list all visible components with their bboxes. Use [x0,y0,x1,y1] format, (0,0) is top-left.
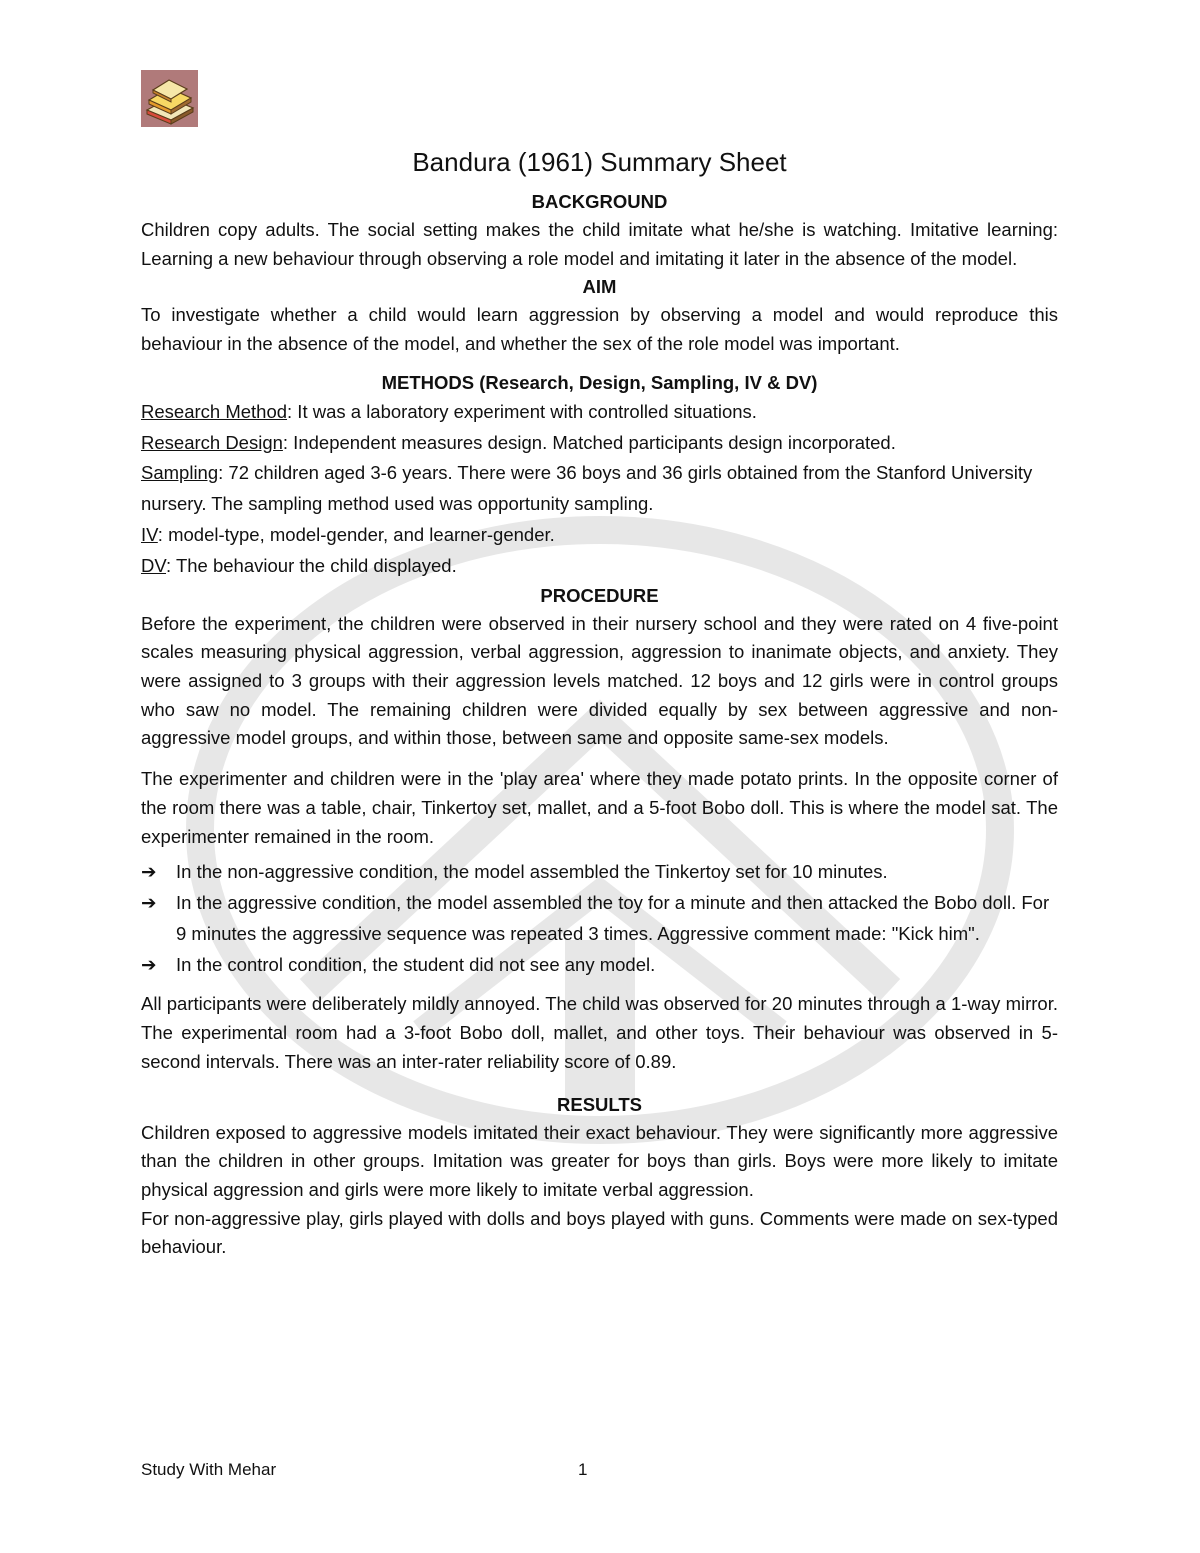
method-text: : The behaviour the child displayed. [166,554,457,576]
arrow-right-icon: ➔ [141,892,157,914]
method-label: Sampling [141,462,219,484]
results-para-1: Children exposed to aggressive models imitated their exact behaviour. They were significantly more aggressive than the children in other groups. Imitation was greater for boys than girls. Boys were more likely to imitate physical aggression and girls were more likely to imitate verbal aggression. [141,1121,1058,1200]
book-stack-icon [141,70,198,127]
method-research-method [141,397,1058,428]
bullet-text: In the aggressive condition, the model assembled the toy for a minute and then attacked the Bobo doll. For 9 minutes the aggressive sequence was repeated 3 times. Aggressive comment made: "Kick him". [176,892,1050,944]
procedure-heading: PROCEDURE [540,584,659,606]
methods-heading: METHODS (Research, Design, Sampling, IV & DV) [381,371,818,393]
method-iv [141,520,1058,551]
method-text: : It was a laboratory experiment with controlled situations. [287,400,757,422]
background-heading: BACKGROUND [531,191,668,212]
method-text: : model-type, model-gender, and learner-gender. [157,524,555,545]
aim-text: To investigate whether a child would learn aggression by observing a model and would reproduce this behaviour in the absence of the model, and whether the sex of the role model was important. [141,304,1058,355]
method-dv [141,551,1058,582]
results-para-2: For non-aggressive play, girls played with dolls and boys played with guns. Comments were made on sex-typed behaviour. [141,1207,1058,1258]
bullet-text: In the control condition, the student did not see any model. [176,953,656,975]
list-item [141,857,1058,888]
procedure-bullets [141,857,1058,980]
method-text: : 72 children aged 3-6 years. There were 36 boys and 36 girls obtained from the Stanford University nursery. The sampling method used was opportunity sampling. [141,462,1033,515]
footer-label: Study With Mehar [141,1460,277,1479]
procedure-para-2: The experimenter and children were in the 'play area' where they made potato prints. In the opposite corner of the room there was a table, chair, Tinkertoy set, mallet, and a 5-foot Bobo doll. This is where the model sat. The experimenter remained in the room. [141,768,1058,847]
method-label: Research Method [141,400,288,422]
page-title: Bandura (1961) Summary Sheet [412,147,787,177]
list-item [141,950,1058,981]
aim-heading: AIM [582,276,617,298]
method-research-design [141,428,1058,459]
method-label: IV [141,524,158,545]
results-heading: RESULTS [557,1093,642,1115]
method-sampling [141,458,1058,520]
procedure-para-3: All participants were deliberately mildly annoyed. The child was observed for 20 minutes through a 1-way mirror. The experimental room had a 3-foot Bobo doll, mallet, and other toys. Their behaviour was observed in 5-second intervals. There was an inter-rater reliability score of 0.89. [141,993,1058,1072]
background-text: Children copy adults. The social setting makes the child imitate what he/she is watching. Imitative learning: Learning a new behaviour through observing a role model and imitating it later in the absence of the model. [141,219,1058,269]
arrow-right-icon: ➔ [141,953,157,975]
arrow-right-icon: ➔ [141,861,157,883]
bullet-text: In the non-aggressive condition, the model assembled the Tinkertoy set for 10 minutes. [176,861,888,883]
method-text: : Independent measures design. Matched participants design incorporated. [282,431,896,453]
list-item [141,888,1058,950]
method-label: DV [141,554,167,576]
page-number: 1 [578,1460,588,1479]
procedure-para-1: Before the experiment, the children were observed in their nursery school and they were rated on 4 five-point scales measuring physical aggression, verbal aggression, aggression to inanimate objects, and anxiety. They were assigned to 3 groups with their aggression levels matched. 12 boys and 12 girls were in control groups who saw no model. The remaining children were divided equally by sex between aggressive and non-aggressive model groups, and within those, between same and opposite same-sex models. [141,612,1058,749]
document-body [141,140,1058,1262]
method-label: Research Design [141,431,283,453]
